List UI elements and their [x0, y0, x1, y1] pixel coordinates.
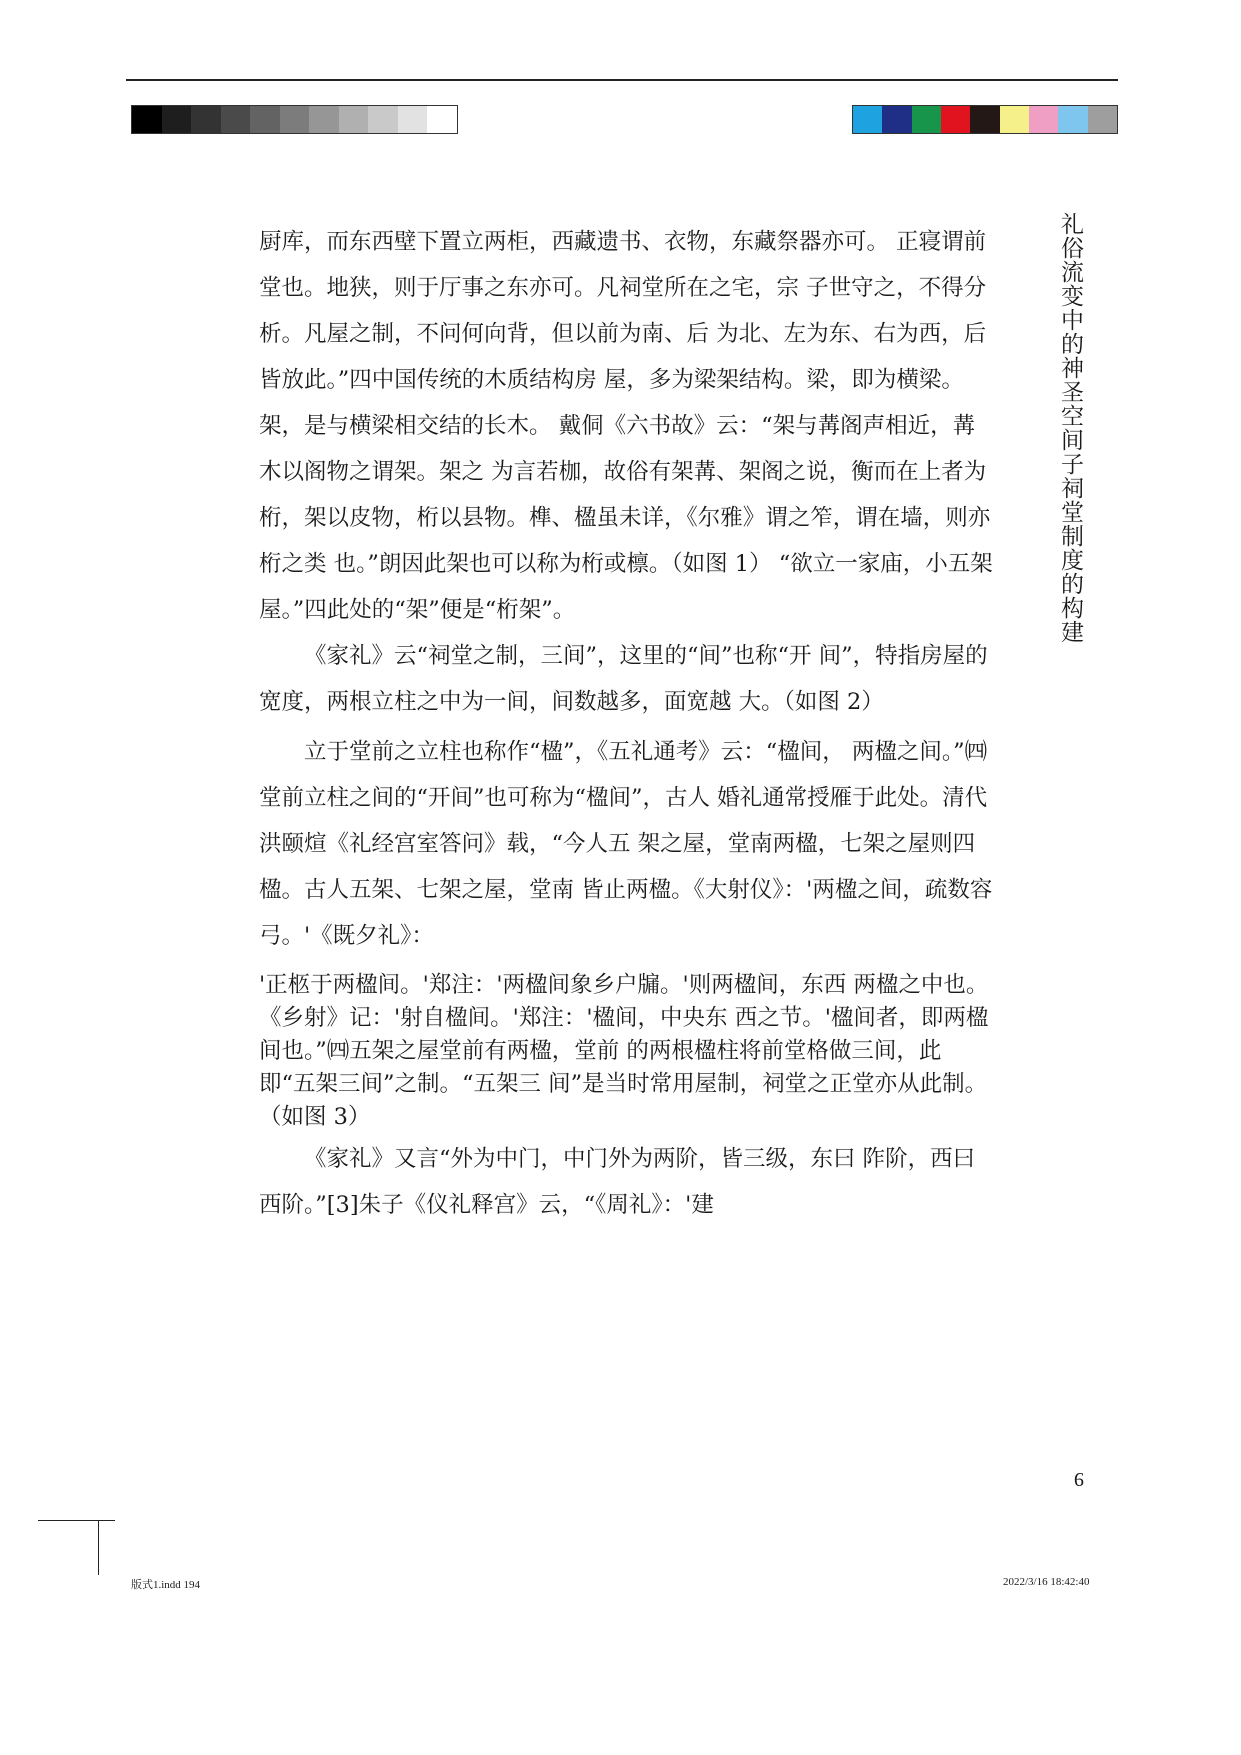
paragraph-5: 《家礼》又言“外为中门，中门外为两阶，皆三级，东曰 阼阶，西曰西阶。”[3]朱子《仪礼释宫》云，“《周礼》：'建	[259, 1146, 976, 1218]
gray-swatch	[162, 106, 192, 133]
color-swatch	[912, 106, 941, 133]
body-text	[259, 219, 996, 1228]
color-swatch	[1029, 106, 1058, 133]
color-swatch	[970, 106, 999, 133]
running-title: 礼俗流变中的神圣空间子祠堂制度的构建	[1057, 212, 1083, 644]
color-swatch	[941, 106, 970, 133]
color-swatch	[853, 106, 882, 133]
grayscale-calibration-bar	[131, 105, 458, 134]
color-swatch	[882, 106, 911, 133]
paragraph-2: 《家礼》云“祠堂之制，三间”，这里的“间”也称“开 间”，特指房屋的宽度，两根立柱之中为一间，间数越多，面宽越 大。（如图 2）	[259, 643, 988, 715]
paragraph-4: '正柩于两楹间。'郑注：'两楹间象乡户牖。'则两楹间，东西 两楹之中也。《乡射》记：'射自楹间。'郑注：'楹间，中央东 西之节。'楹间者，即两楹间也。”㈣五架之屋堂前有两楹，堂前 的两根楹柱将前堂格做三间，此即“五架三间”之制。“五架三 间”是当时常用屋制，祠堂之正堂亦从此制。（如图 3）	[259, 972, 989, 1130]
color-swatch	[1000, 106, 1029, 133]
top-rule	[126, 79, 1118, 81]
page-number: 9	[1074, 1468, 1084, 1490]
color-swatch	[1088, 106, 1117, 133]
crop-mark-vertical	[98, 1520, 99, 1575]
footer-file-name: 版式1.indd 194	[131, 1579, 201, 1591]
paragraph-1: 厨库，而东西壁下置立两柜，西藏遗书、衣物，东藏祭器亦可。 正寝谓前堂也。地狭，则于厅事之东亦可。凡祠堂所在之宅，宗 子世守之，不得分析。凡屋之制，不问何向背，但以前为南、后 为北、左为东、右为西，后皆放此。”四中国传统的木质结构房 屋，多为梁架结构。梁，即为横梁。架，是与横梁相交结的长木。 戴侗《六书故》云：“架与冓阁声相近，冓木以阁物之谓架。架之 为言若枷，故俗有架冓、架阁之说，衡而在上者为桁，架以皮物，桁以县物。榫、楹虽未详，《尔雅》谓之笮，谓在墙，则亦桁之类 也。”朗因此架也可以称为桁或檩。（如图 1） “欲立一家庙，小五架屋。”四此处的“架”便是“桁架”。	[259, 229, 993, 623]
gray-swatch	[339, 106, 369, 133]
gray-swatch	[427, 106, 457, 133]
gray-swatch	[191, 106, 221, 133]
gray-swatch	[280, 106, 310, 133]
color-swatch	[1058, 106, 1087, 133]
crop-mark-horizontal	[38, 1520, 115, 1521]
gray-swatch	[368, 106, 398, 133]
color-calibration-bar	[852, 105, 1118, 134]
gray-swatch	[250, 106, 280, 133]
paragraph-3: 立于堂前之立柱也称作“楹”，《五礼通考》云：“楹间， 两楹之间。”㈣堂前立柱之间的“开间”也可称为“楹间”，古人 婚礼通常授雁于此处。清代洪颐煊《礼经宫室答问》载，“今人五 架之屋，堂南两楹，七架之屋则四楹。古人五架、七架之屋，堂南 皆止两楹。《大射仪》：'两楹之间，疏数容弓。'《既夕礼》：	[259, 739, 993, 949]
footer-timestamp: 2022/3/16 18:42:40	[1003, 1576, 1090, 1588]
gray-swatch	[132, 106, 162, 133]
gray-swatch	[309, 106, 339, 133]
gray-swatch	[221, 106, 251, 133]
gray-swatch	[398, 106, 428, 133]
